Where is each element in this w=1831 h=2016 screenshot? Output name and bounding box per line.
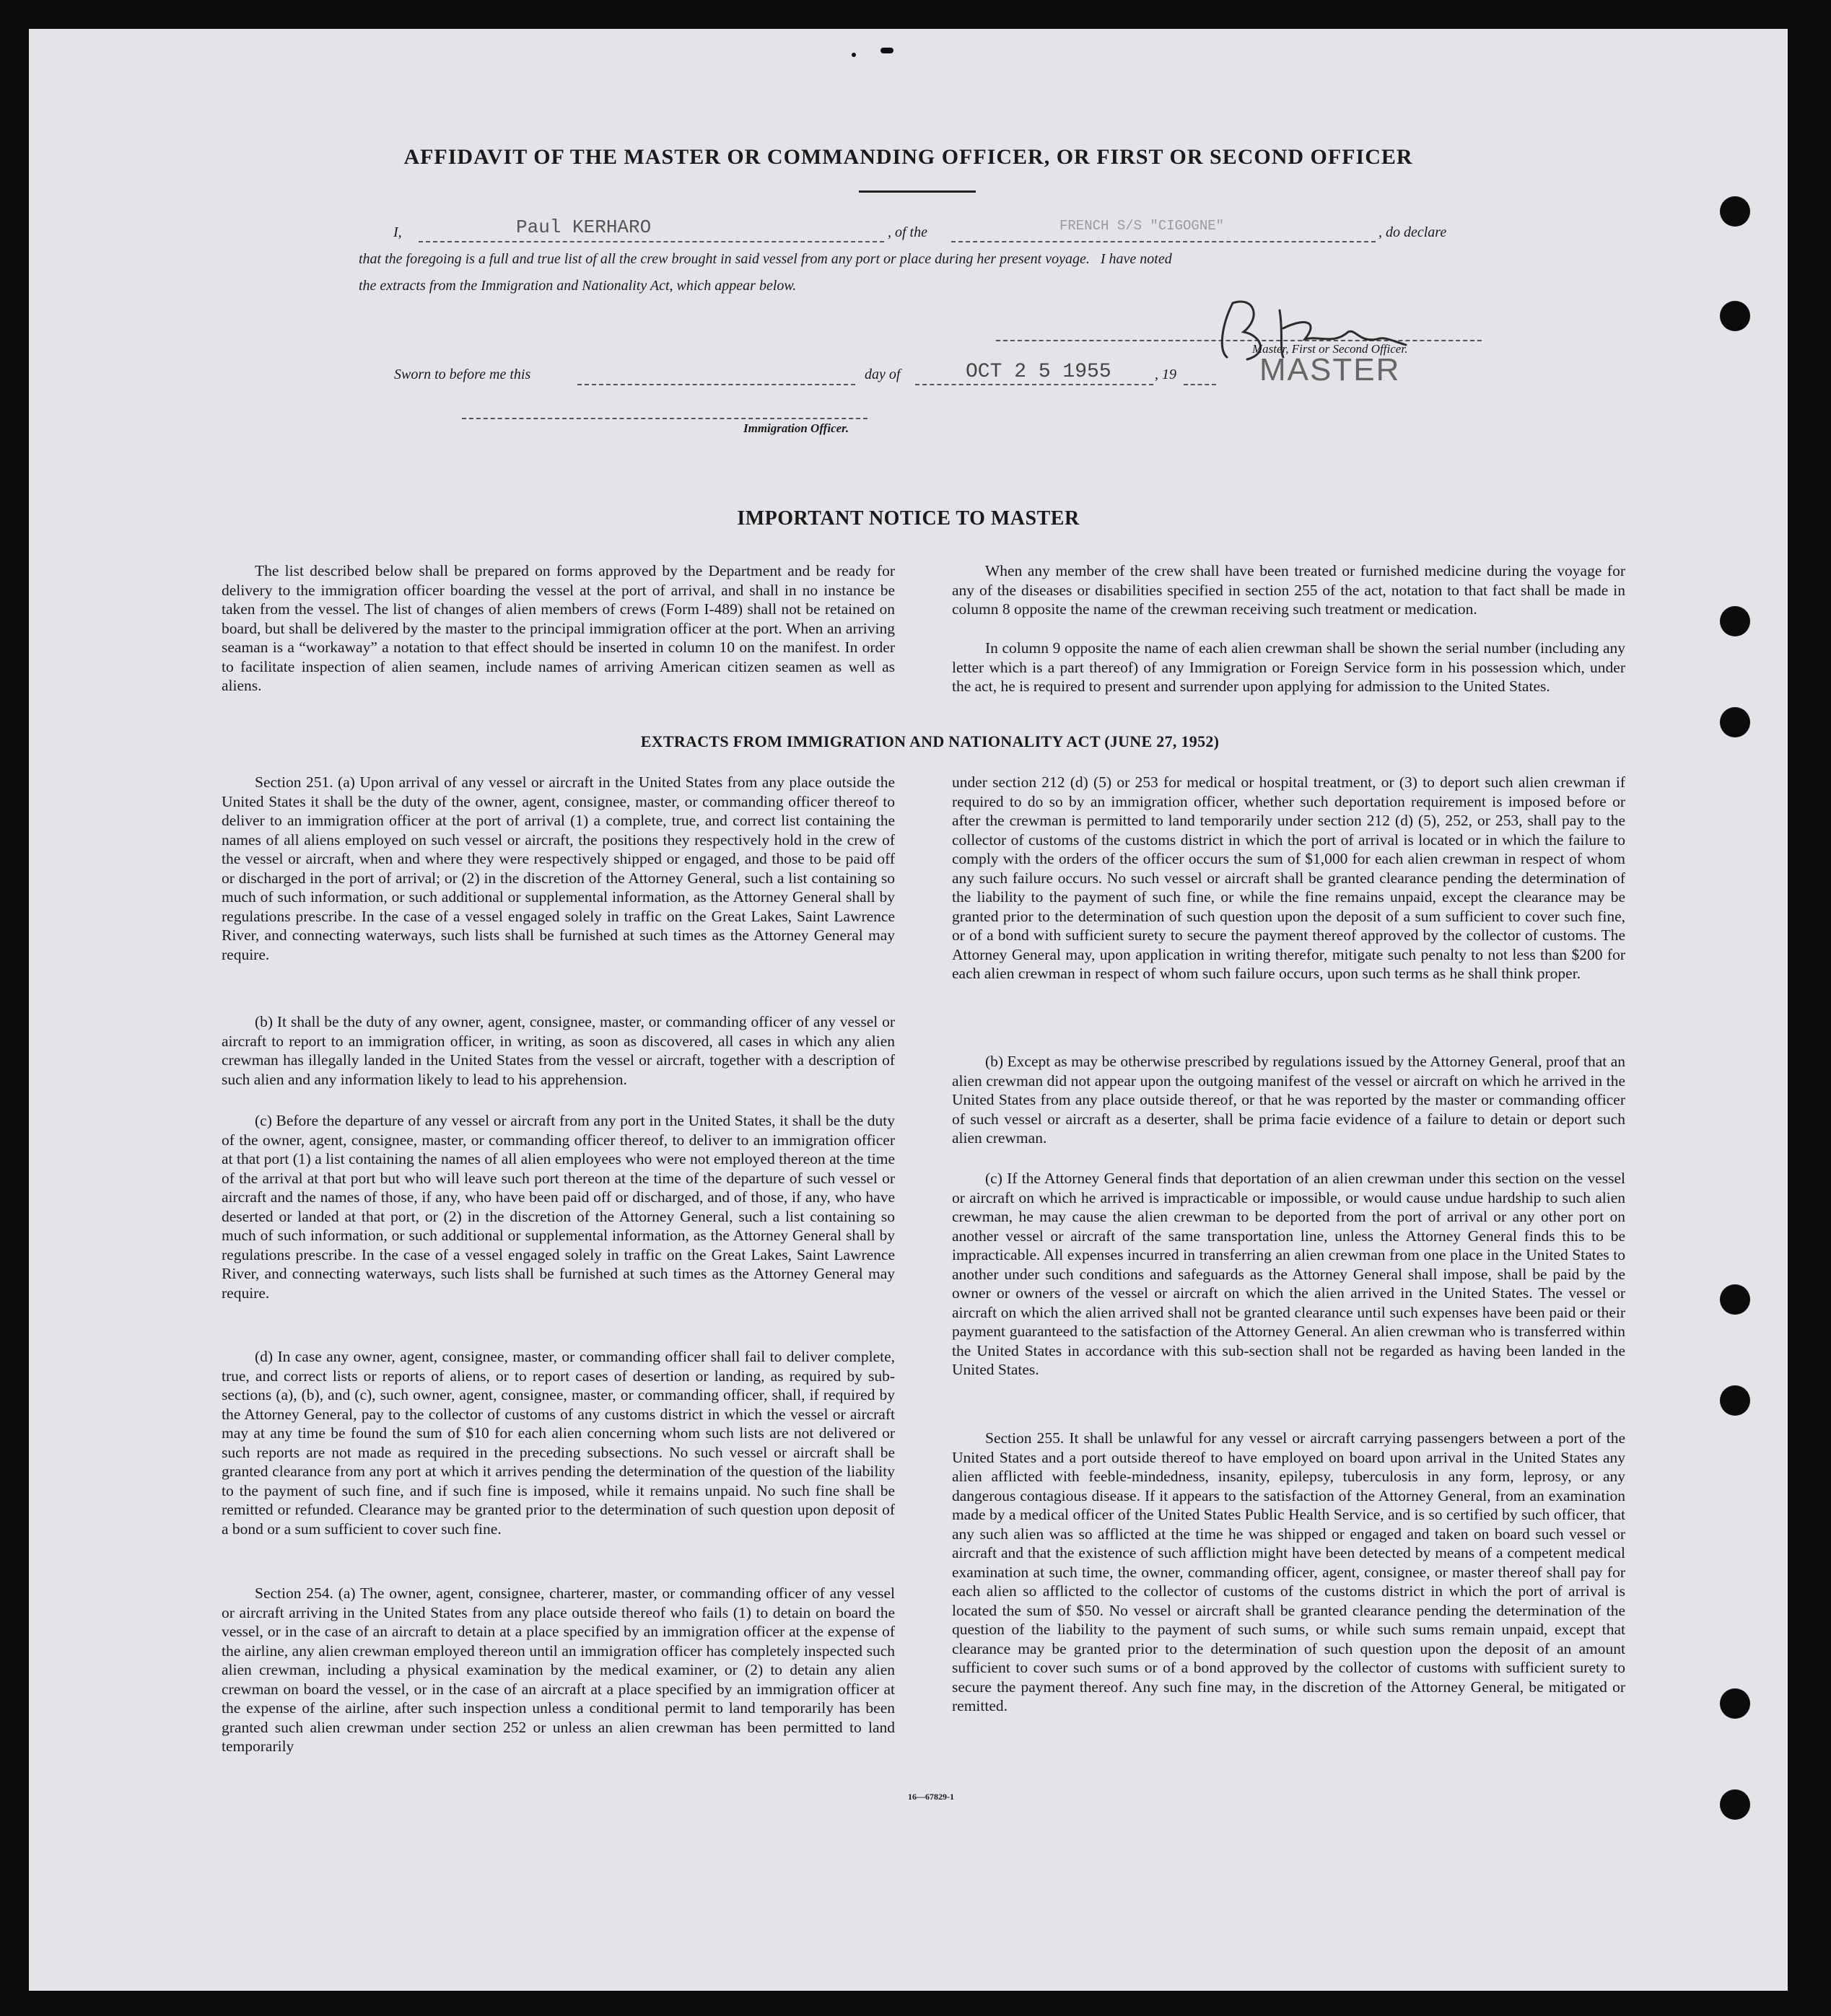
- immigration-officer-label: Immigration Officer.: [743, 421, 849, 435]
- extract-section-254c: (c) If the Attorney General finds that deportation of an alien crewman under this section on the vessel or aircraft on which he arrived is impracticable or impossible, or would cause undue hardship to such alien crewman, he may cause the alien crewman to be deported from the port of arrival or any other port on another vessel or aircraft of the same transportation line, unless the Attorney General finds this to be impracticable. All expenses incurred in transferring an alien crewman from one place in the United States to another under such conditions and safeguards as the Attorney General shall impose, shall be paid by the owner or owners of the vessel or aircraft on which the alien arrived in the United States. The vessel or aircraft on which the alien arrived shall not be granted clearance until such expenses have been paid or their payment guaranteed to the satisfaction of the Attorney General. An alien crewman who is transferred within the United States in accordance with this sub-section shall not be regarded as having been landed in the United States.: [952, 1170, 1625, 1378]
- master-name-field: [419, 216, 884, 242]
- form-code: 16—67829-1: [908, 1792, 954, 1802]
- document-page: [29, 29, 1788, 1991]
- label-nineteen: , 19: [1155, 367, 1176, 382]
- vessel-value: FRENCH S/S "CIGOGNE": [1059, 218, 1225, 234]
- binder-hole: [1720, 1789, 1750, 1820]
- extract-section-254b: (b) Except as may be otherwise prescribed by regulations issued by the Attorney General, proof that an alien crewman did not appear upon the outgoing manifest of the vessel or aircraft on which he arrived in the United States from any place outside thereof, or that he was reported by the master or commanding officer of such vessel or aircraft as a deserter, shall be prima facie evidence of a failure to detain or deport such alien crewman.: [952, 1053, 1625, 1147]
- notice-right-paragraph-2: In column 9 opposite the name of each alien crewman shall be shown the serial number (including any letter which is a part thereof) of any Immigration or Foreign Service form in his possession which, under the act, he is required to present and surrender upon applying for admission to the United States.: [952, 639, 1625, 695]
- binder-hole: [1720, 606, 1750, 636]
- notice-right-paragraph-1: When any member of the crew shall have been treated or furnished medicine during the voyage for any of the diseases or disabilities specified in section 255 of the act, notation to that fact shall be made in column 8 opposite the name of the crewman receiving such treatment or medication.: [952, 562, 1625, 618]
- label-do-declare: , do declare: [1378, 224, 1447, 240]
- label-sworn: Sworn to before me this: [394, 367, 531, 382]
- extract-section-254a: Section 254. (a) The owner, agent, consignee, charterer, master, or commanding officer of any vessel or aircraft arriving in the United States from any place outside thereof who fails (1) to detain on board the vessel, or in the case of an aircraft to detain at a place specified by an immigration officer at the expense of the airline, any alien crewman employed thereon until an immigration officer has completely inspected such alien crewman, including a physical examination by the medical examiner, or (2) to detain any alien crewman on board the vessel, or in the case of an aircraft at a place specified by an immigration officer at the expense of the airline, after such inspection unless a conditional permit to land temporarily has been granted such alien crewman under section 252 or unless an alien crewman has been permitted to land temporarily: [222, 1585, 895, 1755]
- label-of-the: , of the: [888, 224, 927, 240]
- notice-title: IMPORTANT NOTICE TO MASTER: [737, 507, 1080, 530]
- binder-hole: [1720, 301, 1750, 331]
- master-stamp: MASTER: [1259, 352, 1401, 387]
- sworn-month-field: [915, 361, 1153, 385]
- extracts-title: EXTRACTS FROM IMMIGRATION AND NATIONALITY ACT (JUNE 27, 1952): [640, 732, 1220, 750]
- binder-hole: [1720, 1688, 1750, 1719]
- extract-section-251a: Section 251. (a) Upon arrival of any vessel or aircraft in the United States from any place outside the United States it shall be the duty of the owner, agent, consignee, master, or commanding officer thereof to deliver to an immigration officer at the port of arrival (1) a complete, true, and correct list containing the names of all aliens employed on such vessel or aircraft, the positions they respectively hold in the crew of the vessel or aircraft, when and where they were respectively shipped or engaged, and those to be paid off or discharged in the port of arrival; or (2) in the discretion of the Attorney General, such a list containing so much of such information, or such additional or supplemental information, as the Attorney General shall by regulations prescribe. In the case of a vessel engaged solely in traffic on the Great Lakes, Saint Lawrence River, and connecting waterways, such lists shall be furnished at such times as the Attorney General may require.: [222, 773, 895, 963]
- extract-section-251c: (c) Before the departure of any vessel or aircraft from any port in the United States, it shall be the duty of the owner, agent, consignee, master, or commanding officer thereof, to deliver to an immigration officer at that port (1) a list containing the names of all alien employees who were not employed thereon at the time of the arrival at that port but who will leave such port thereon at the time of the departure of such vessel or aircraft and the names of those, if any, who have been paid off or discharged, and of those, if any, who have deserted or landed at that port, or (2) in the discretion of the Attorney General, such a list containing so much of such information, or such additional or supplemental information, as the Attorney General shall by regulations prescribe. In the case of a vessel engaged solely in traffic on the Great Lakes, Saint Lawrence River, and connecting waterways, such lists shall be furnished at such times as the Attorney General may require.: [222, 1112, 895, 1302]
- label-day-of: day of: [865, 367, 901, 382]
- notice-left-paragraph: The list described below shall be prepared on forms approved by the Department and be ready for delivery to the immigration officer boarding the vessel at the port of arrival, and shall in no instance be taken from the vessel. The list of changes of alien members of crews (Form I-489) shall not be retained on board, but shall be delivered by the master to the principal immigration officer at the port. When an arriving seaman is a “workaway” a notation to that effect should be inserted in column 10 on the manifest. In order to facilitate inspection of alien seamen, include names of arriving American citizen seamen as well as aliens.: [222, 562, 895, 694]
- extract-section-255: Section 255. It shall be unlawful for any vessel or aircraft carrying passengers between a port of the United States and a port outside thereof to have employed on board upon arrival in the United States any alien afflicted with feeble-mindedness, insanity, epilepsy, tuberculosis in any form, leprosy, or any dangerous contagious disease. If it appears to the satisfaction of the Attorney General, from an examination made by a medical officer of the United States Public Health Service, and is so certified by such officer, that any such alien was so afflicted at the time he was shipped or engaged and taken on board such vessel or aircraft and that the existence of such affliction might have been detected by means of a competent medical examination at such time, the owner, commanding officer, agent, consignee, or master thereof shall pay for each alien so afflicted to the collector of customs of the customs district in which the port of arrival is located the sum of $50. No vessel or aircraft shall be granted clearance pending the determination of the question of the liability to the payment of such sums, or while such sums remain unpaid, except that clearance may be granted prior to the determination of such question upon the deposit of an amount sufficient to cover such sums or of a bond approved by the collector of customs with sufficient surety to secure the payment thereof. Any such fine may, in the discretion of the Attorney General, be mitigated or remitted.: [952, 1429, 1625, 1714]
- binder-hole: [1720, 1284, 1750, 1315]
- extract-section-251d: (d) In case any owner, agent, consignee, master, or commanding officer shall fail to deliver complete, true, and correct lists or reports of aliens, or to report cases of desertion or landing, as required by sub-sections (a), (b), and (c), such owner, agent, consignee, master, or commanding officer, shall, if required by the Attorney General, pay to the collector of customs of any customs district in which the vessel or aircraft may at any time be found the sum of $10 for each alien concerning whom such lists are not delivered or such reports are not made as required in the preceding subsections. No such vessel or aircraft shall be granted clearance from any port at which it arrives pending the determination of the question of the liability to the payment of such fine, and if such fine is imposed, while it remains unpaid. No such fine shall be remitted or refunded. Clearance may be granted prior to the determination of such question upon deposit of a bond or a sum sufficient to cover such fine.: [222, 1348, 895, 1538]
- paper-speck: [880, 48, 893, 53]
- year-field: [1184, 365, 1216, 385]
- paper-speck: [852, 53, 856, 57]
- title-underline: [859, 190, 976, 193]
- extract-section-251b: (b) It shall be the duty of any owner, agent, consignee, master, or commanding officer of any vessel or aircraft to report to an immigration officer, in writing, as soon as discovered, all cases in which any alien crewman has illegally landed in the United States from the vessel or aircraft, together with a description of such alien and any information likely to lead to his apprehension.: [222, 1013, 895, 1088]
- sworn-day-field: [577, 365, 855, 385]
- extract-section-254a-cont: under section 212 (d) (5) or 253 for medical or hospital treatment, or (3) to deport such alien crewman if required to do so by an immigration officer, whether such deportation requirement is imposed before or after the crewman is permitted to land temporarily under section 212 (d) (5), 252, or 253, shall pay to the collector of customs of the customs district in which the port of arrival is located or in which the failure to comply with the orders of the officer occurs the sum of $1,000 for each alien crewman in respect of whom any such failure occurs. No such vessel or aircraft shall be granted clearance pending the determination of the liability to the payment of such fine, or while the fine remains unpaid, except the clearance may be granted prior to the determination of such question upon the deposit of a sum sufficient to cover such fine, or of a bond with sufficient surety to secure the payment thereof approved by the collector of customs. The Attorney General may, upon application in writing therefor, mitigate such penalty to not less than $200 for each alien crewman in respect of whom such failure occurs, upon such terms as he shall think proper.: [952, 773, 1625, 982]
- binder-hole: [1720, 196, 1750, 227]
- affidavit-line-3: the extracts from the Immigration and Nationality Act, which appear below.: [359, 278, 797, 294]
- master-name-value: Paul KERHARO: [516, 216, 652, 238]
- affidavit-title: AFFIDAVIT OF THE MASTER OR COMMANDING OFFICER, OR FIRST OR SECOND OFFICER: [403, 145, 1413, 169]
- label-i: I,: [393, 224, 402, 240]
- master-officer-label: Master, First or Second Officer.: [1252, 342, 1408, 356]
- date-stamp: OCT 2 5 1955: [966, 361, 1111, 383]
- binder-hole: [1720, 1385, 1750, 1416]
- vessel-field: [951, 218, 1376, 242]
- immigration-officer-line: [462, 417, 868, 419]
- affidavit-line-2: that the foregoing is a full and true list of all the crew brought in said vessel from any port or place during her present voyage. I have noted: [359, 251, 1172, 267]
